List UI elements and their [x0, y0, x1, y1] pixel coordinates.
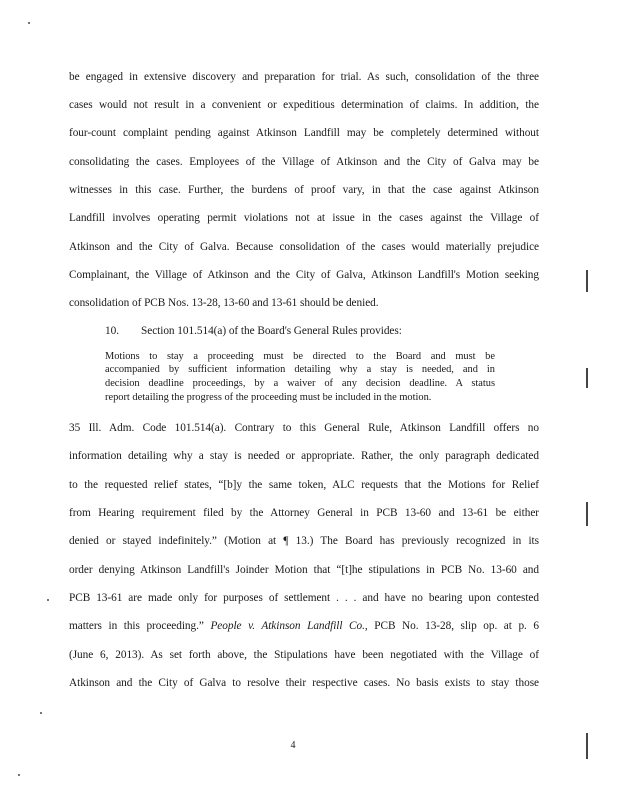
scan-speck — [47, 599, 49, 601]
margin-mark — [586, 502, 588, 526]
body-line: Atkinson and the City of Galva to resolve their respective cases. No basis exists to stay those — [69, 677, 539, 689]
body-line: denied or stayed indefinitely.” (Motion at ¶ 13.) The Board has previously recognized in its — [69, 535, 539, 547]
body-line: four-count complaint pending against Atkinson Landfill may be completely determined without — [69, 127, 539, 139]
block-quote-line: Motions to stay a proceeding must be directed to the Board and must be — [105, 351, 495, 362]
margin-mark — [586, 368, 588, 388]
body-line: Landfill involves operating permit violations not at issue in the cases against the Village of — [69, 212, 539, 224]
paragraph-text: Section 101.514(a) of the Board's General Rules provides: — [141, 325, 402, 337]
body-line: PCB 13-61 are made only for purposes of settlement . . . and have no bearing upon contested — [69, 592, 539, 604]
page-number: 4 — [290, 740, 296, 751]
scan-speck — [18, 774, 20, 776]
body-line: cases would not result in a convenient or expeditious determination of claims. In addition, the — [69, 99, 539, 111]
body-line: Atkinson and the City of Galva. Because consolidation of the cases would materially prejudice — [69, 241, 539, 253]
body-line: Complainant, the Village of Atkinson and the City of Galva, Atkinson Landfill's Motion seeking — [69, 269, 539, 281]
scan-speck — [28, 22, 30, 24]
margin-mark — [586, 733, 588, 759]
margin-mark — [586, 270, 588, 292]
body-line: consolidating the cases. Employees of the Village of Atkinson and the City of Galva may be — [69, 156, 539, 168]
body-line: to the requested relief states, “[b]y the same token, ALC requests that the Motions for Relief — [69, 479, 539, 491]
body-line: 35 Ill. Adm. Code 101.514(a). Contrary to this General Rule, Atkinson Landfill offers no — [69, 422, 539, 434]
body-line-with-citation — [69, 619, 539, 633]
block-quote-line: accompanied by sufficient information detailing why a stay is needed, and in — [105, 364, 495, 375]
body-line: order denying Atkinson Landfill's Joinder Motion that “[t]he stipulations in PCB No. 13-60 and — [69, 564, 539, 576]
case-citation: People v. Atkinson Landfill Co. — [210, 620, 365, 632]
body-line: be engaged in extensive discovery and preparation for trial. As such, consolidation of the three — [69, 71, 539, 83]
body-line: (June 6, 2013). As set forth above, the Stipulations have been negotiated with the Village of — [69, 649, 539, 661]
scan-speck — [40, 712, 42, 714]
body-text: matters in this proceeding.” — [69, 620, 211, 632]
block-quote-line: decision deadline proceedings, by a waiver of any decision deadline. A status — [105, 378, 495, 389]
body-line: from Hearing requirement filed by the Attorney General in PCB 13-60 and 13-61 be either — [69, 507, 539, 519]
body-line: information detailing why a stay is needed or appropriate. Rather, the only paragraph dedicated — [69, 450, 539, 462]
paragraph-number: 10. — [105, 325, 119, 337]
body-line: consolidation of PCB Nos. 13-28, 13-60 and 13-61 should be denied. — [69, 297, 379, 309]
body-line: witnesses in this case. Further, the burdens of proof vary, in that the case against Atkinson — [69, 184, 539, 196]
body-text: , PCB No. 13-28, slip op. at p. 6 — [364, 620, 539, 632]
block-quote-line: report detailing the progress of the proceeding must be included in the motion. — [105, 392, 432, 403]
